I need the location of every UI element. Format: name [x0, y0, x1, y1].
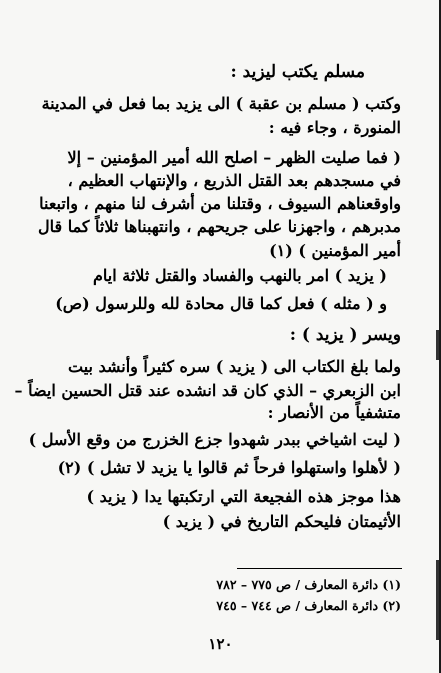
quote-line-4: مدبرهم ، واجهزنا على جريحهم ، وانتهبناها ثلاثاً كما قال: [38, 217, 401, 236]
paragraph-5-line-1: هذا موجز هذه الفجيعة التي ارتكبتها يدا ( يزيد ): [86, 487, 401, 506]
commentary-line-2: و ( مثله ) فعل كما قال محادة لله وللرسول (ص): [55, 294, 387, 313]
paragraph-4-line-3: متشفياً من الأنصار :: [267, 403, 401, 422]
footnote-1: (١) دائرة المعارف / ص ٧٧٥ – ٧٨٢: [216, 577, 401, 592]
margin-mark: [436, 560, 439, 640]
section-heading-muslim-writes: مسلم يكتب ليزيد :: [230, 62, 365, 82]
poem-verse-2: ( لأهلوا واستهلوا فرحاً ثم قالوا يا يزيد لا تشل ) (٢): [57, 458, 401, 477]
quote-line-1: ( فما صليت الظهر – اصلح الله أمير المؤمنين – إلا: [67, 148, 401, 167]
poem-verse-1: ( ليت اشياخي ببدر شهدوا جزع الخزرج من وقع الأسل ): [28, 430, 401, 449]
quote-line-3: واوقعناهم السيوف ، وقتلنا من أشرف لنا منهم ، واتبعنا: [39, 194, 401, 213]
quote-line-2: في مسجدهم بعد القتل الذريع ، والإنتهاب العظيم ،: [67, 171, 401, 190]
paragraph-1-line-1: وكتب ( مسلم بن عقبة ) الى يزيد بما فعل في المدينة: [41, 94, 401, 113]
page-number: ١٢٠: [208, 635, 233, 653]
commentary-line-1: ( يزيد ) امر بالنهب والفساد والقتل ثلاثة ايام: [92, 266, 387, 285]
quote-line-5: أمير المؤمنين ) (١): [269, 241, 401, 260]
footnote-separator: [237, 568, 402, 569]
footnote-2: (٢) دائرة المعارف / ص ٧٤٤ – ٧٤٥: [216, 598, 401, 613]
section-heading-yazid-pleased: ويسر ( يزيد ) :: [289, 325, 401, 345]
paragraph-1-line-2: المنورة ، وجاء فيه :: [268, 118, 401, 137]
paragraph-4-line-2: ابن الزبعري – الذي كان قد انشده عند قتل الحسين ايضاً –: [14, 381, 401, 400]
margin-mark: [436, 330, 439, 360]
paragraph-5-line-2: الأثيمتان فليحكم التاريخ في ( يزيد ): [162, 512, 401, 531]
paragraph-4-line-1: ولما بلغ الكتاب الى ( يزيد ) سره كثيراً وأنشد بيت: [68, 357, 401, 376]
